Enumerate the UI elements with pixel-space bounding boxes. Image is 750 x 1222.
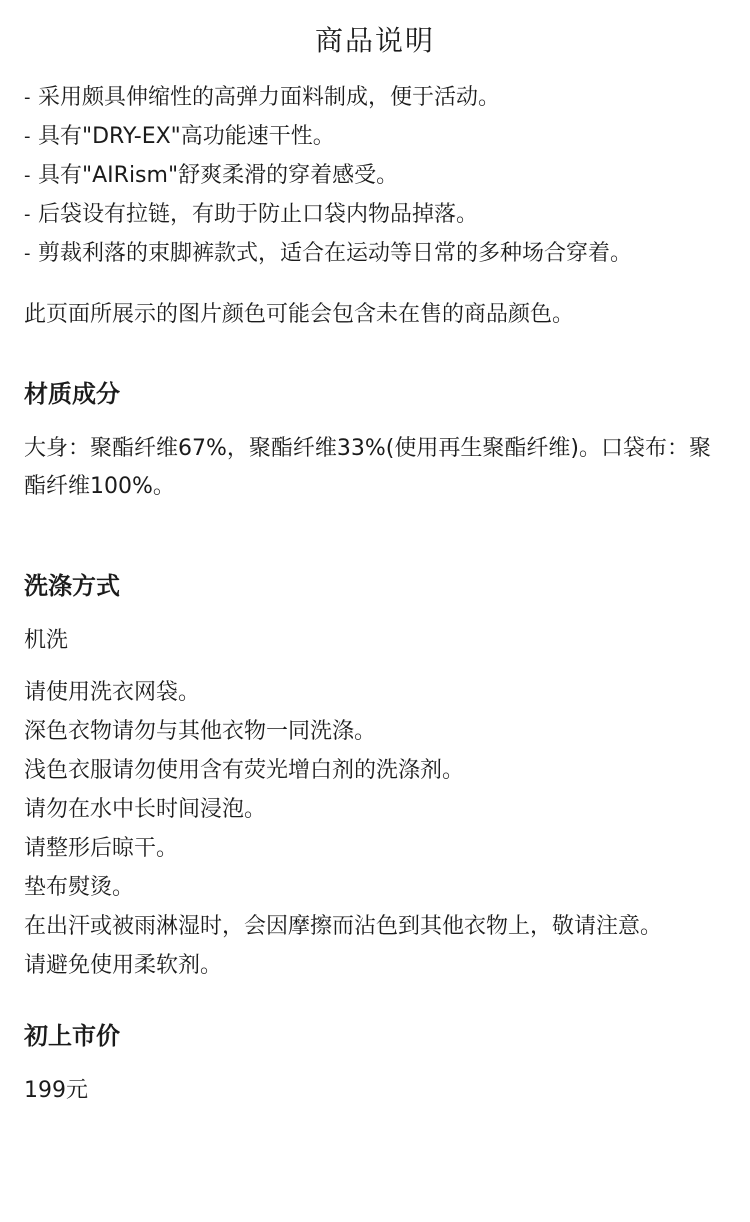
price-value: 199元 <box>24 1078 88 1103</box>
feature-item <box>24 156 726 195</box>
bullet-dash: - <box>24 165 31 186</box>
bullet-dash: - <box>24 204 31 225</box>
page-title: 商品说明 <box>314 24 435 57</box>
bullet-dash: - <box>24 243 31 264</box>
washing-method: 机洗 <box>24 628 69 653</box>
feature-item <box>24 234 726 273</box>
feature-text: 剪裁利落的束脚裤款式，适合在运动等日常的多种场合穿着。 <box>38 241 633 266</box>
washing-instruction-item: 在出汗或被雨淋湿时，会因摩擦而沾色到其他衣物上，敬请注意。 <box>24 914 663 939</box>
washing-instruction-item: 深色衣物请勿与其他衣物一同洗涤。 <box>24 719 377 744</box>
feature-text: 具有"DRY-EX"高功能速干性。 <box>38 124 335 149</box>
feature-text: 具有"AIRism"舒爽柔滑的穿着感受。 <box>38 163 399 188</box>
washing-instruction-item: 请勿在水中长时间浸泡。 <box>24 797 267 822</box>
washing-instruction-item: 请整形后晾干。 <box>24 836 179 861</box>
feature-item <box>24 117 726 156</box>
washing-instruction-item: 浅色衣服请勿使用含有荧光增白剂的洗涤剂。 <box>24 758 465 783</box>
feature-list <box>24 78 726 273</box>
washing-instruction-item: 垫布熨烫。 <box>24 875 135 900</box>
feature-text: 后袋设有拉链，有助于防止口袋内物品掉落。 <box>38 202 479 227</box>
washing-instruction-item: 请使用洗衣网袋。 <box>24 680 201 705</box>
bullet-dash: - <box>24 126 31 147</box>
bullet-dash: - <box>24 87 31 108</box>
color-note: 此页面所展示的图片颜色可能会包含未在售的商品颜色。 <box>24 302 575 327</box>
washing-instruction-item: 请避免使用柔软剂。 <box>24 953 223 978</box>
feature-text: 采用颇具伸缩性的高弹力面料制成，便于活动。 <box>38 85 501 110</box>
price-heading: 初上市价 <box>24 1022 120 1050</box>
feature-item <box>24 195 726 234</box>
material-heading: 材质成分 <box>24 380 120 408</box>
material-text: 大身：聚酯纤维67%，聚酯纤维33%(使用再生聚酯纤维)。口袋布：聚酯纤维100%。 <box>24 436 711 499</box>
washing-instructions <box>24 673 726 985</box>
feature-item <box>24 78 726 117</box>
washing-heading: 洗涤方式 <box>24 572 120 600</box>
